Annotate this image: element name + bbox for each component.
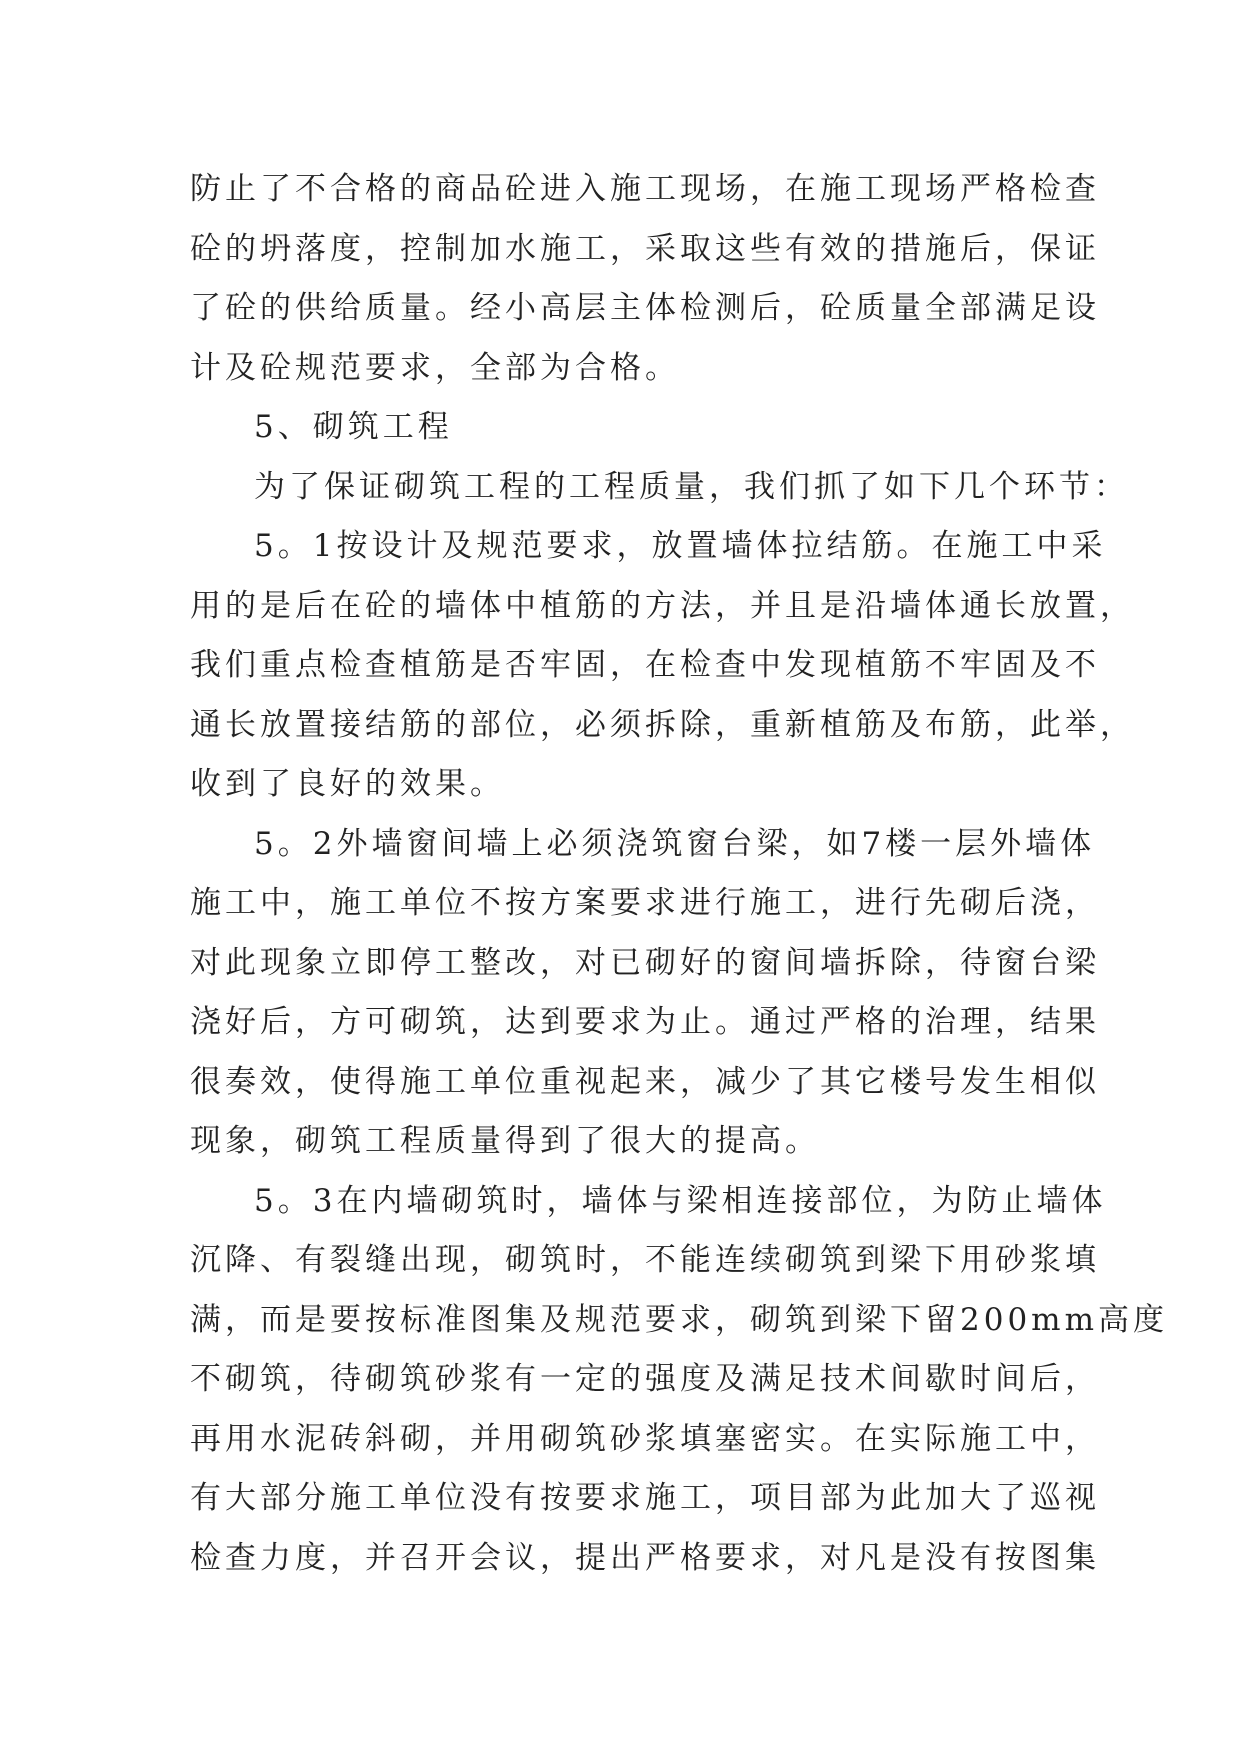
- text-line: 用的是后在砼的墙体中植筋的方法，并且是沿墙体通长放置，: [190, 587, 1135, 624]
- text-line: 施工中，施工单位不按方案要求进行施工，进行先砌后浇，: [190, 885, 1100, 921]
- text-line: 5。3在内墙砌筑时，墙体与梁相连接部位，为防止墙体: [254, 1182, 1107, 1219]
- text-line: 沉降、有裂缝出现，砌筑时，不能连续砌筑到梁下用砂浆填: [190, 1242, 1100, 1278]
- text-line: 对此现象立即停工整改，对已砌好的窗间墙拆除，待窗台梁: [190, 944, 1100, 981]
- text-line: 我们重点检查植筋是否牢固，在检查中发现植筋不牢固及不: [190, 647, 1100, 683]
- text-line: 满，而是要按标准图集及规范要求，砌筑到梁下留200mm高度: [190, 1301, 1168, 1338]
- text-line: 为了保证砌筑工程的工程质量，我们抓了如下几个环节：: [254, 468, 1129, 505]
- text-line: 计及砼规范要求，全部为合格。: [190, 349, 680, 386]
- text-line: 了砼的供给质量。经小高层主体检测后，砼质量全部满足设: [190, 290, 1100, 326]
- text-line: 砼的坍落度，控制加水施工，采取这些有效的措施后，保证: [190, 230, 1100, 267]
- text-line: 检查力度，并召开会议，提出严格要求，对凡是没有按图集: [190, 1539, 1100, 1576]
- text-line: 不砌筑，待砌筑砂浆有一定的强度及满足技术间歇时间后，: [190, 1361, 1100, 1397]
- text-line: 5。1按设计及规范要求，放置墙体拉结筋。在施工中采: [254, 528, 1107, 564]
- text-line: 防止了不合格的商品砼进入施工现场，在施工现场严格检查: [190, 171, 1100, 207]
- section-heading: 5、砌筑工程: [254, 409, 453, 445]
- text-line: 浇好后，方可砌筑，达到要求为止。通过严格的治理，结果: [190, 1004, 1100, 1040]
- text-line: 现象，砌筑工程质量得到了很大的提高。: [190, 1123, 820, 1159]
- text-line: 再用水泥砖斜砌，并用砌筑砂浆填塞密实。在实际施工中，: [190, 1420, 1100, 1457]
- text-line: 收到了良好的效果。: [190, 766, 505, 802]
- text-line: 5。2外墙窗间墙上必须浇筑窗台梁，如7楼一层外墙体: [254, 825, 1096, 862]
- text-line: 很奏效，使得施工单位重视起来，减少了其它楼号发生相似: [190, 1063, 1100, 1100]
- text-line: 有大部分施工单位没有按要求施工，项目部为此加大了巡视: [190, 1480, 1100, 1516]
- document-page: [190, 160, 1168, 1588]
- text-line: 通长放置接结筋的部位，必须拆除，重新植筋及布筋，此举，: [190, 706, 1135, 743]
